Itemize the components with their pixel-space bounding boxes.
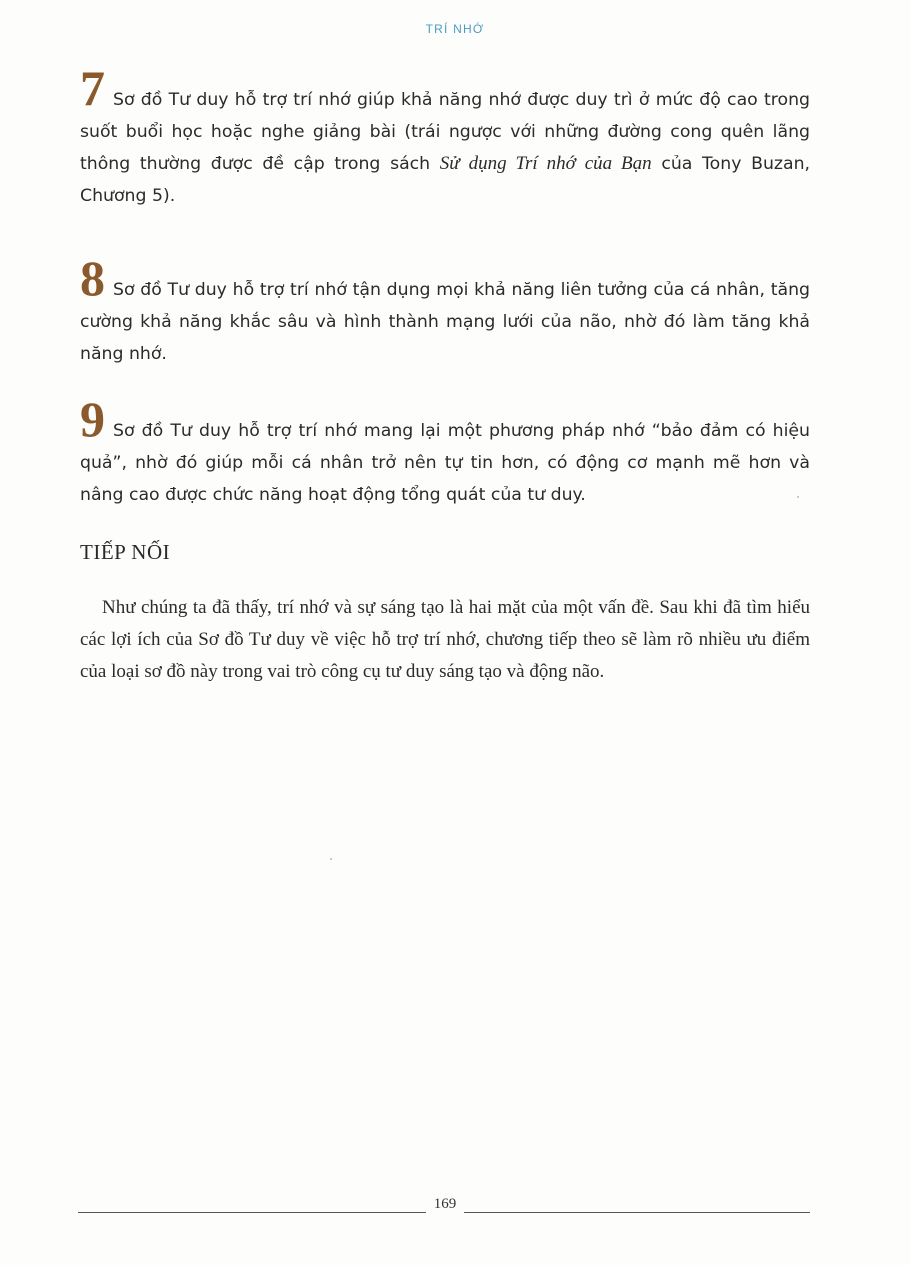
point-text: Sơ đồ Tư duy hỗ trợ trí nhớ tận dụng mọi khả năng liên tưởng của cá nhân, tăng cường khả năng khắc sâu và hình thành mạng lưới của não, nhờ đó làm tăng khả năng nhớ. <box>80 280 810 364</box>
point-numeral: 8 <box>80 250 105 306</box>
footer-rule-right <box>464 1212 810 1213</box>
section-heading: TIẾP NỐI <box>80 540 171 564</box>
scan-speck <box>330 858 332 860</box>
point-text: của Tony Buzan, Chương 5). <box>80 154 811 206</box>
page-number: 169 <box>433 1196 457 1212</box>
point-numeral: 9 <box>80 391 105 447</box>
point-text: Sơ đồ Tư duy hỗ trợ trí nhớ mang lại một phương pháp nhớ “bảo đảm có hiệu quả”, nhờ đó giúp mỗi cá nhân trở nên tự tin hơn, có động cơ mạnh mẽ hơn và nâng cao được chức năng hoạt động tổng quát của tư duy. <box>80 421 810 505</box>
footer-rule-left <box>78 1212 426 1213</box>
numbered-point-7 <box>80 60 811 212</box>
book-title: Sử dụng Trí nhớ của Bạn <box>439 153 652 174</box>
point-numeral: 7 <box>80 60 105 116</box>
point-text: Sơ đồ Tư duy hỗ trợ trí nhớ giúp khả năng nhớ được duy trì ở mức độ cao trong suốt buổi học hoặc nghe giảng bài (trái ngược với những đường cong quên lãng thông thường được đề cập trong sách <box>80 90 810 174</box>
numbered-point-8 <box>80 250 810 370</box>
numbered-point-9 <box>80 391 810 511</box>
running-head: TRÍ NHỚ <box>425 22 485 36</box>
scan-speck <box>797 496 799 498</box>
section-paragraph: Như chúng ta đã thấy, trí nhớ và sự sáng tạo là hai mặt của một vấn đề. Sau khi đã tìm hiểu các lợi ích của Sơ đồ Tư duy về việc hỗ trợ trí nhớ, chương tiếp theo sẽ làm rõ nhiều ưu điểm của loại sơ đồ này trong vai trò công cụ tư duy sáng tạo và động não. <box>80 597 810 682</box>
